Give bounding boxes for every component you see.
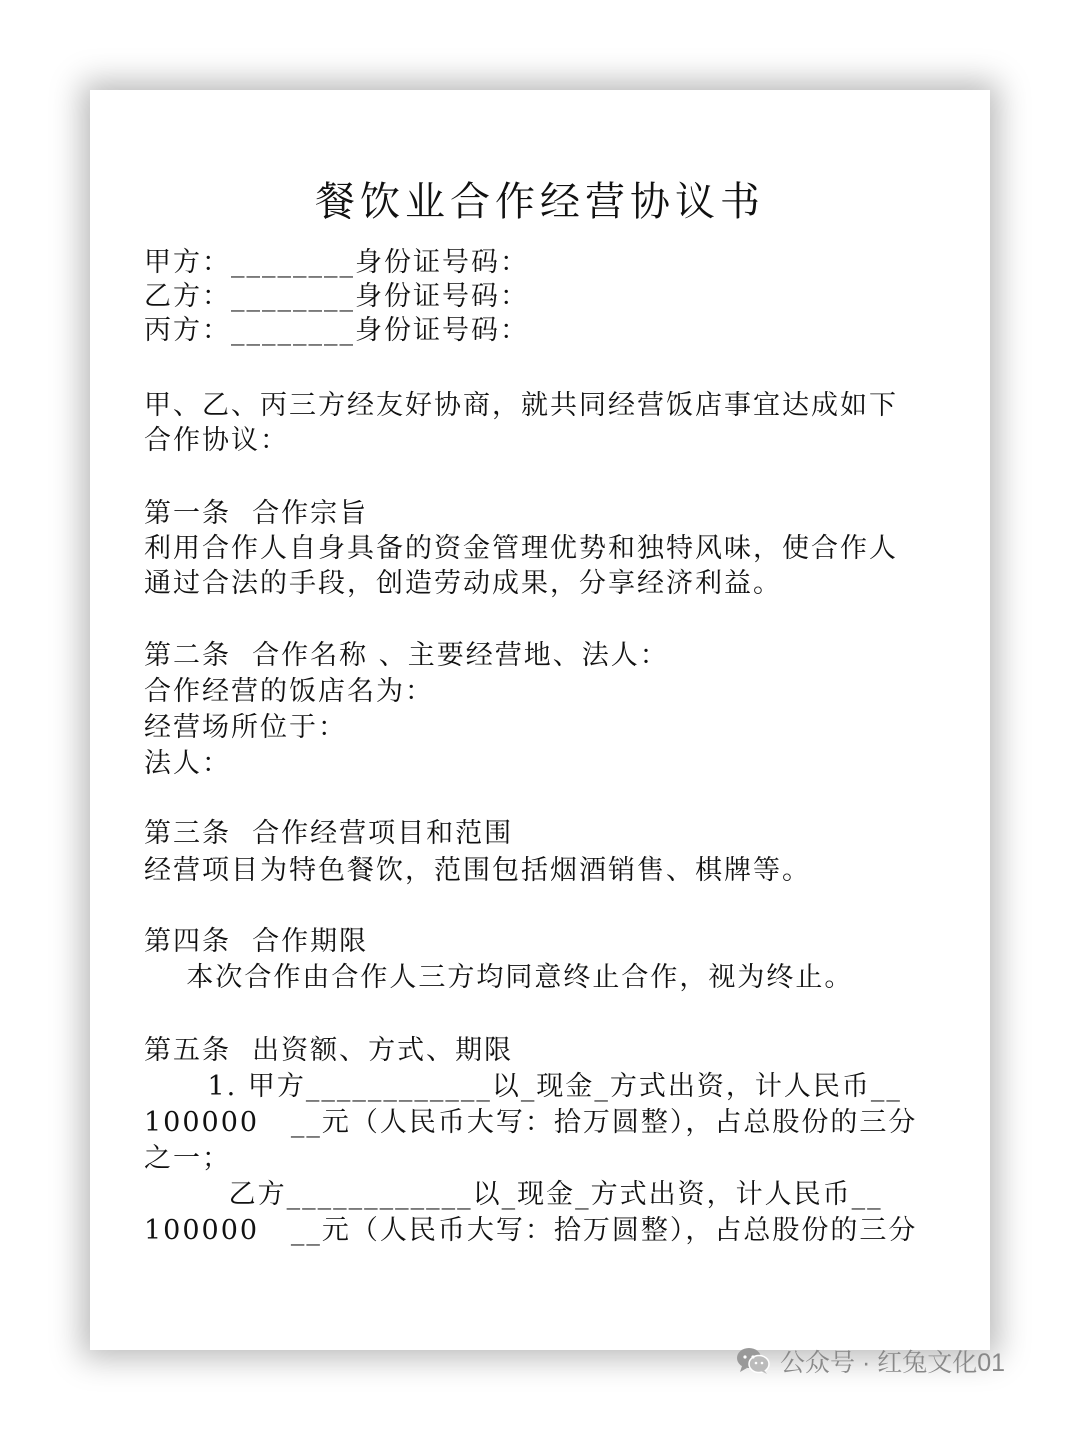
article-2-text-2: 经营场所位于： [144, 712, 347, 743]
party-b-line: 乙方：________身份证号码： [144, 281, 529, 312]
article-3-text-1: 经营项目为特色餐饮，范围包括烟酒销售、棋牌等。 [144, 855, 811, 886]
document-title: 餐饮业合作经营协议书 [315, 179, 765, 225]
party-a-line: 甲方：________身份证号码： [144, 247, 529, 278]
article-3-heading: 第三条 合作经营项目和范围 [144, 818, 514, 849]
intro-line-2: 合作协议： [144, 425, 289, 456]
article-2-text-3: 法人： [144, 748, 231, 779]
article-4-text-1: 本次合作由合作人三方均同意终止合作，视为终止。 [144, 962, 854, 993]
watermark-text: 公众号 · 红兔文化01 [780, 1349, 1006, 1377]
article-5-heading: 第五条 出资额、方式、期限 [144, 1035, 514, 1066]
intro-line-1: 甲、乙、丙三方经友好协商，就共同经营饭店事宜达成如下 [144, 390, 898, 421]
article-4-heading: 第四条 合作期限 [144, 926, 369, 957]
article-5-text-5: 100000 __元（人民币大写：拾万圆整），占总股份的三分 [144, 1215, 918, 1246]
watermark [736, 1343, 1005, 1379]
article-1-text-2: 通过合法的手段，创造劳动成果，分享经济利益。 [144, 568, 782, 599]
article-1-text-1: 利用合作人自身具备的资金管理优势和独特风味，使合作人 [144, 533, 898, 564]
article-5-text-4: 乙方____________以_现金_方式出资，计人民币__ [144, 1179, 883, 1210]
article-5-text-1: 1. 甲方____________以_现金_方式出资，计人民币__ [144, 1071, 902, 1102]
article-1-heading: 第一条 合作宗旨 [144, 498, 369, 529]
article-2-heading: 第二条 合作名称 、主要经营地、法人： [144, 640, 669, 671]
article-5-text-3: 之一； [144, 1143, 231, 1174]
document-page [90, 90, 990, 1350]
wechat-icon [736, 1347, 770, 1375]
article-2-text-1: 合作经营的饭店名为： [144, 676, 434, 707]
article-5-text-2: 100000 __元（人民币大写：拾万圆整），占总股份的三分 [144, 1107, 918, 1138]
party-c-line: 丙方：________身份证号码： [144, 315, 529, 346]
